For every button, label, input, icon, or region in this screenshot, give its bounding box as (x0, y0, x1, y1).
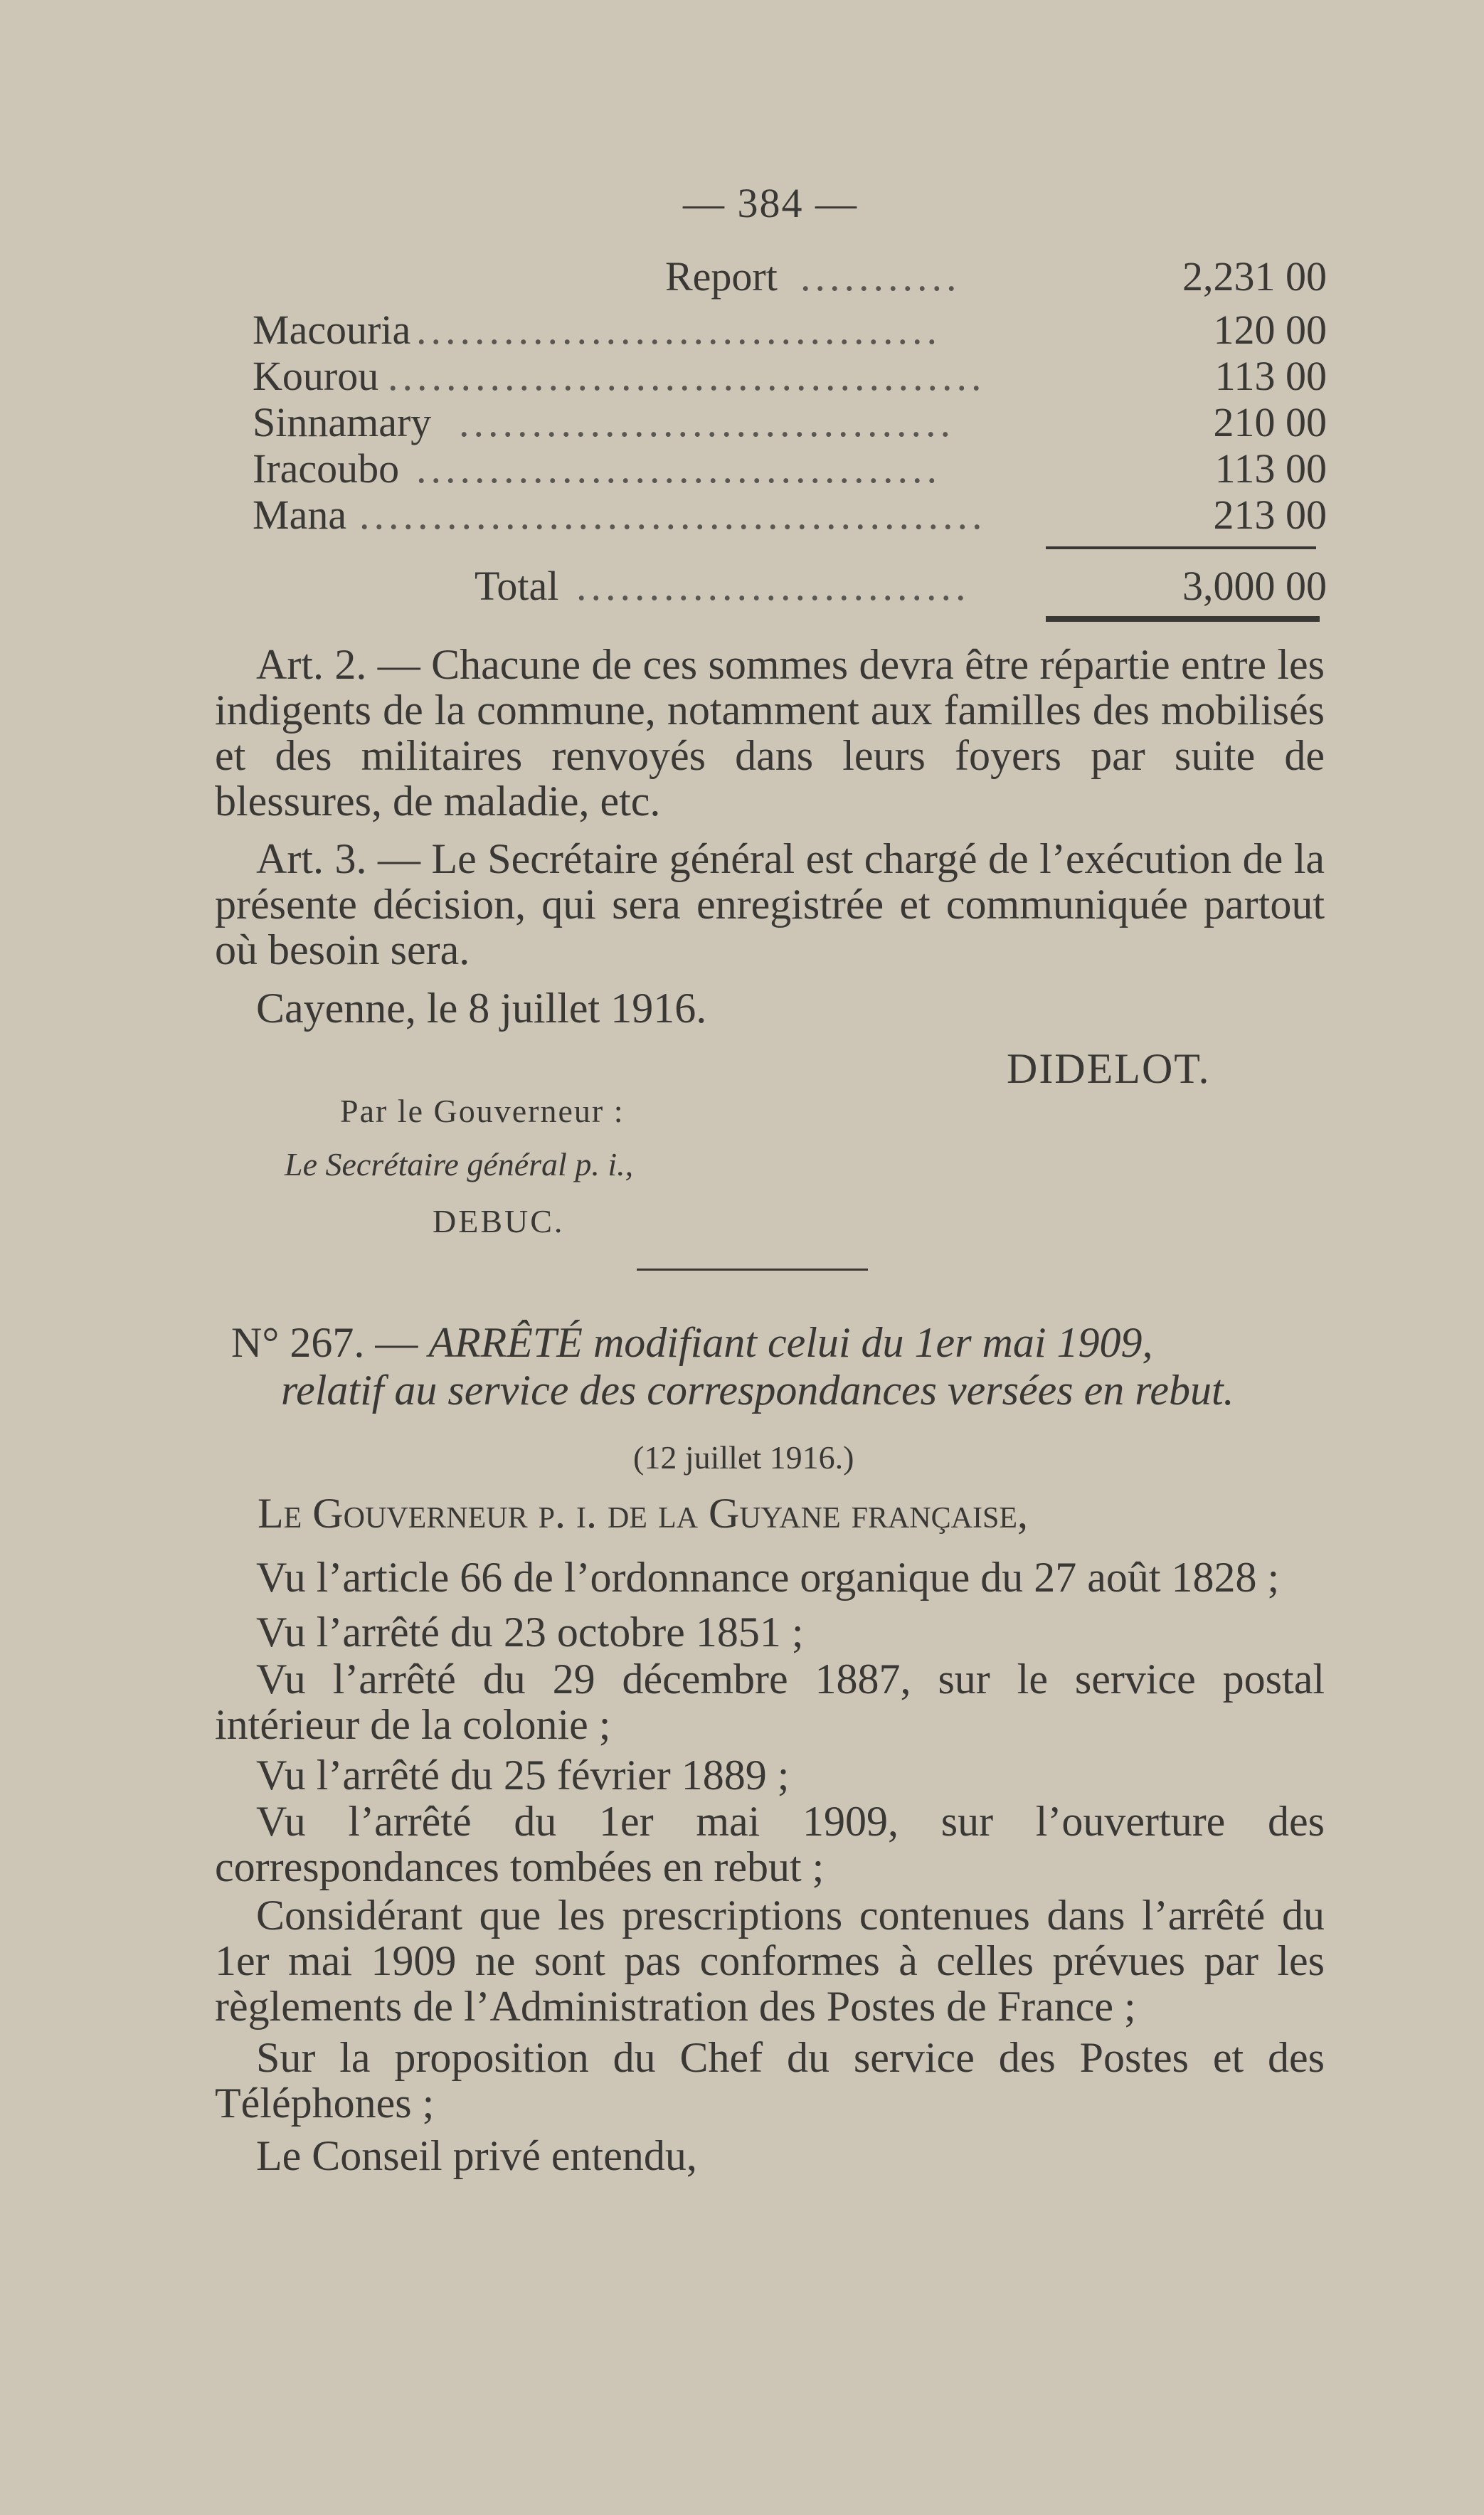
ledger-row (253, 445, 1327, 492)
leader-dots: .................................... (416, 445, 941, 492)
sur-la-proposition: Sur la proposition du Chef du service des Postes et des Téléphones ; (215, 2034, 1325, 2127)
commune-name: Sinnamary (253, 399, 432, 445)
ledger-row (253, 398, 1327, 445)
leader-dots: .................................. (459, 399, 955, 445)
vu-line-4: Vu l’arrêté du 25 février 1889 ; (256, 1752, 790, 1799)
total-double-rule (1046, 616, 1320, 622)
considerant-clause: Considérant que les prescriptions contenues dans l’arrêté du 1er mai 1909 ne sont pas conformes à celles prévues par les règlements de l’Administration des Postes de France ; (215, 1892, 1325, 2030)
total-label: Total (475, 563, 559, 609)
leader-dots: ........................... (576, 563, 970, 609)
section-separator (637, 1269, 868, 1271)
leader-dots: ........................................... (359, 492, 987, 538)
debuc-signature: DEBUC. (433, 1203, 565, 1239)
commune-amount: 120 00 (1213, 307, 1327, 353)
commune-amount: 113 00 (1214, 353, 1327, 399)
ledger-total-row (253, 562, 1327, 609)
report-amount: 2,231 00 (1182, 253, 1327, 300)
report-label: Report (665, 253, 778, 300)
commune-name: Macouria (253, 307, 411, 353)
conseil-prive: Le Conseil privé entendu, (256, 2132, 697, 2179)
vu-line-1: Vu l’article 66 de l’ordonnance organique du 27 août 1828 ; (256, 1554, 1280, 1601)
arrete-number: N° 267. — (231, 1319, 418, 1366)
article-2: Art. 2. — Chacune de ces sommes devra être répartie entre les indigents de la commune, notamment aux familles des mobilisés et des militaires renvoyés dans leurs foyers par suite de blessures, de maladie, etc. (215, 641, 1325, 825)
leader-dots: ........... (800, 253, 961, 300)
commune-name: Iracoubo (253, 445, 400, 492)
signature: DIDELOT. (1007, 1045, 1211, 1092)
total-amount: 3,000 00 (1182, 563, 1327, 609)
ledger-row (253, 491, 1327, 538)
par-le-gouverneur: Par le Gouverneur : (340, 1093, 625, 1129)
leader-dots: .................................... (416, 307, 941, 353)
arrete-title-line2: relatif au service des correspondances versées en rebut. (281, 1367, 1234, 1414)
arrete-heading-line1 (231, 1320, 1153, 1365)
ledger-row (253, 306, 1327, 353)
vu-line-5: Vu l’arrêté du 1er mai 1909, sur l’ouverture des correspondances tombées en rebut ; (215, 1798, 1325, 1890)
sum-rule (1046, 546, 1316, 549)
arrete-date: (12 juillet 1916.) (633, 1439, 854, 1476)
commune-name: Mana (253, 492, 347, 538)
governor-line: Le Gouverneur p. i. de la Guyane française, (258, 1490, 1028, 1537)
commune-amount: 113 00 (1214, 445, 1327, 492)
page-number: — 384 — (683, 180, 858, 226)
leader-dots: ......................................... (388, 353, 986, 399)
ledger-row (253, 352, 1327, 399)
arrete-title-line1: ARRÊTÉ modifiant celui du 1er mai 1909, (428, 1319, 1153, 1366)
article-3: Art. 3. — Le Secrétaire général est chargé de l’exécution de la présente décision, qui sera enregistrée et communiquée partout où besoin sera. (215, 835, 1325, 973)
ledger-report-row (253, 253, 1327, 300)
commune-amount: 210 00 (1213, 399, 1327, 445)
vu-line-3: Vu l’arrêté du 29 décembre 1887, sur le service postal intérieur de la colonie ; (215, 1656, 1325, 1748)
commune-amount: 213 00 (1213, 492, 1327, 538)
commune-name: Kourou (253, 353, 379, 399)
vu-line-2: Vu l’arrêté du 23 octobre 1851 ; (256, 1609, 804, 1656)
secretaire-general: Le Secrétaire général p. i., (285, 1146, 634, 1182)
place-date: Cayenne, le 8 juillet 1916. (256, 985, 707, 1032)
